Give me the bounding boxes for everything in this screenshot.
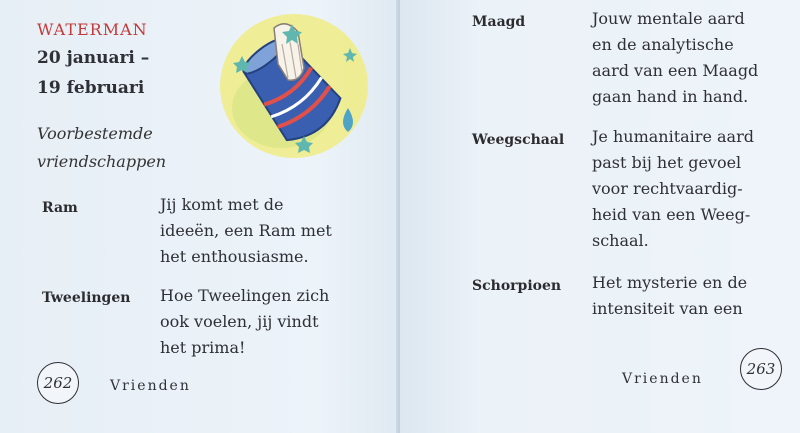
right-page [400,0,800,433]
entry-term-maagd: Maagd [472,14,526,30]
entry-text-schorpioen: Het mysterie en de intensiteit van een [592,273,748,318]
entry-text-ram: Jij komt met de ideeën, een Ram met het enthousiasme. [160,195,332,266]
entry-text-tweelingen: Hoe Tweelingen zich ook voelen, jij vindt het prima! [160,286,330,357]
running-footer-left: Vrienden [110,378,191,394]
entry-term-weegschaal: Weegschaal [472,132,565,148]
date-range-start: 20 januari – [37,48,150,68]
aquarius-water-bearer-icon [212,8,372,168]
page-number-left: 262 [37,362,79,404]
running-footer-right: Vrienden [622,371,703,387]
entry-term-tweelingen: Tweelingen [42,290,131,306]
entry-text-maagd: Jouw mentale aard en de analytische aard van een Maagd gaan hand in hand. [592,9,759,106]
page-number-right: 263 [740,348,782,390]
date-range-end: 19 februari [37,78,145,98]
sign-title: WATERMAN [37,20,148,39]
section-subtitle-line1: Voorbestemde [37,124,153,143]
entry-term-schorpioen: Schorpioen [472,278,562,294]
entry-text-weegschaal: Je humanitaire aard past bij het gevoel voor rechtvaardig- heid van een Weeg- schaal. [592,127,754,250]
section-subtitle-line2: vriendschappen [37,152,167,171]
entry-term-ram: Ram [42,200,78,216]
